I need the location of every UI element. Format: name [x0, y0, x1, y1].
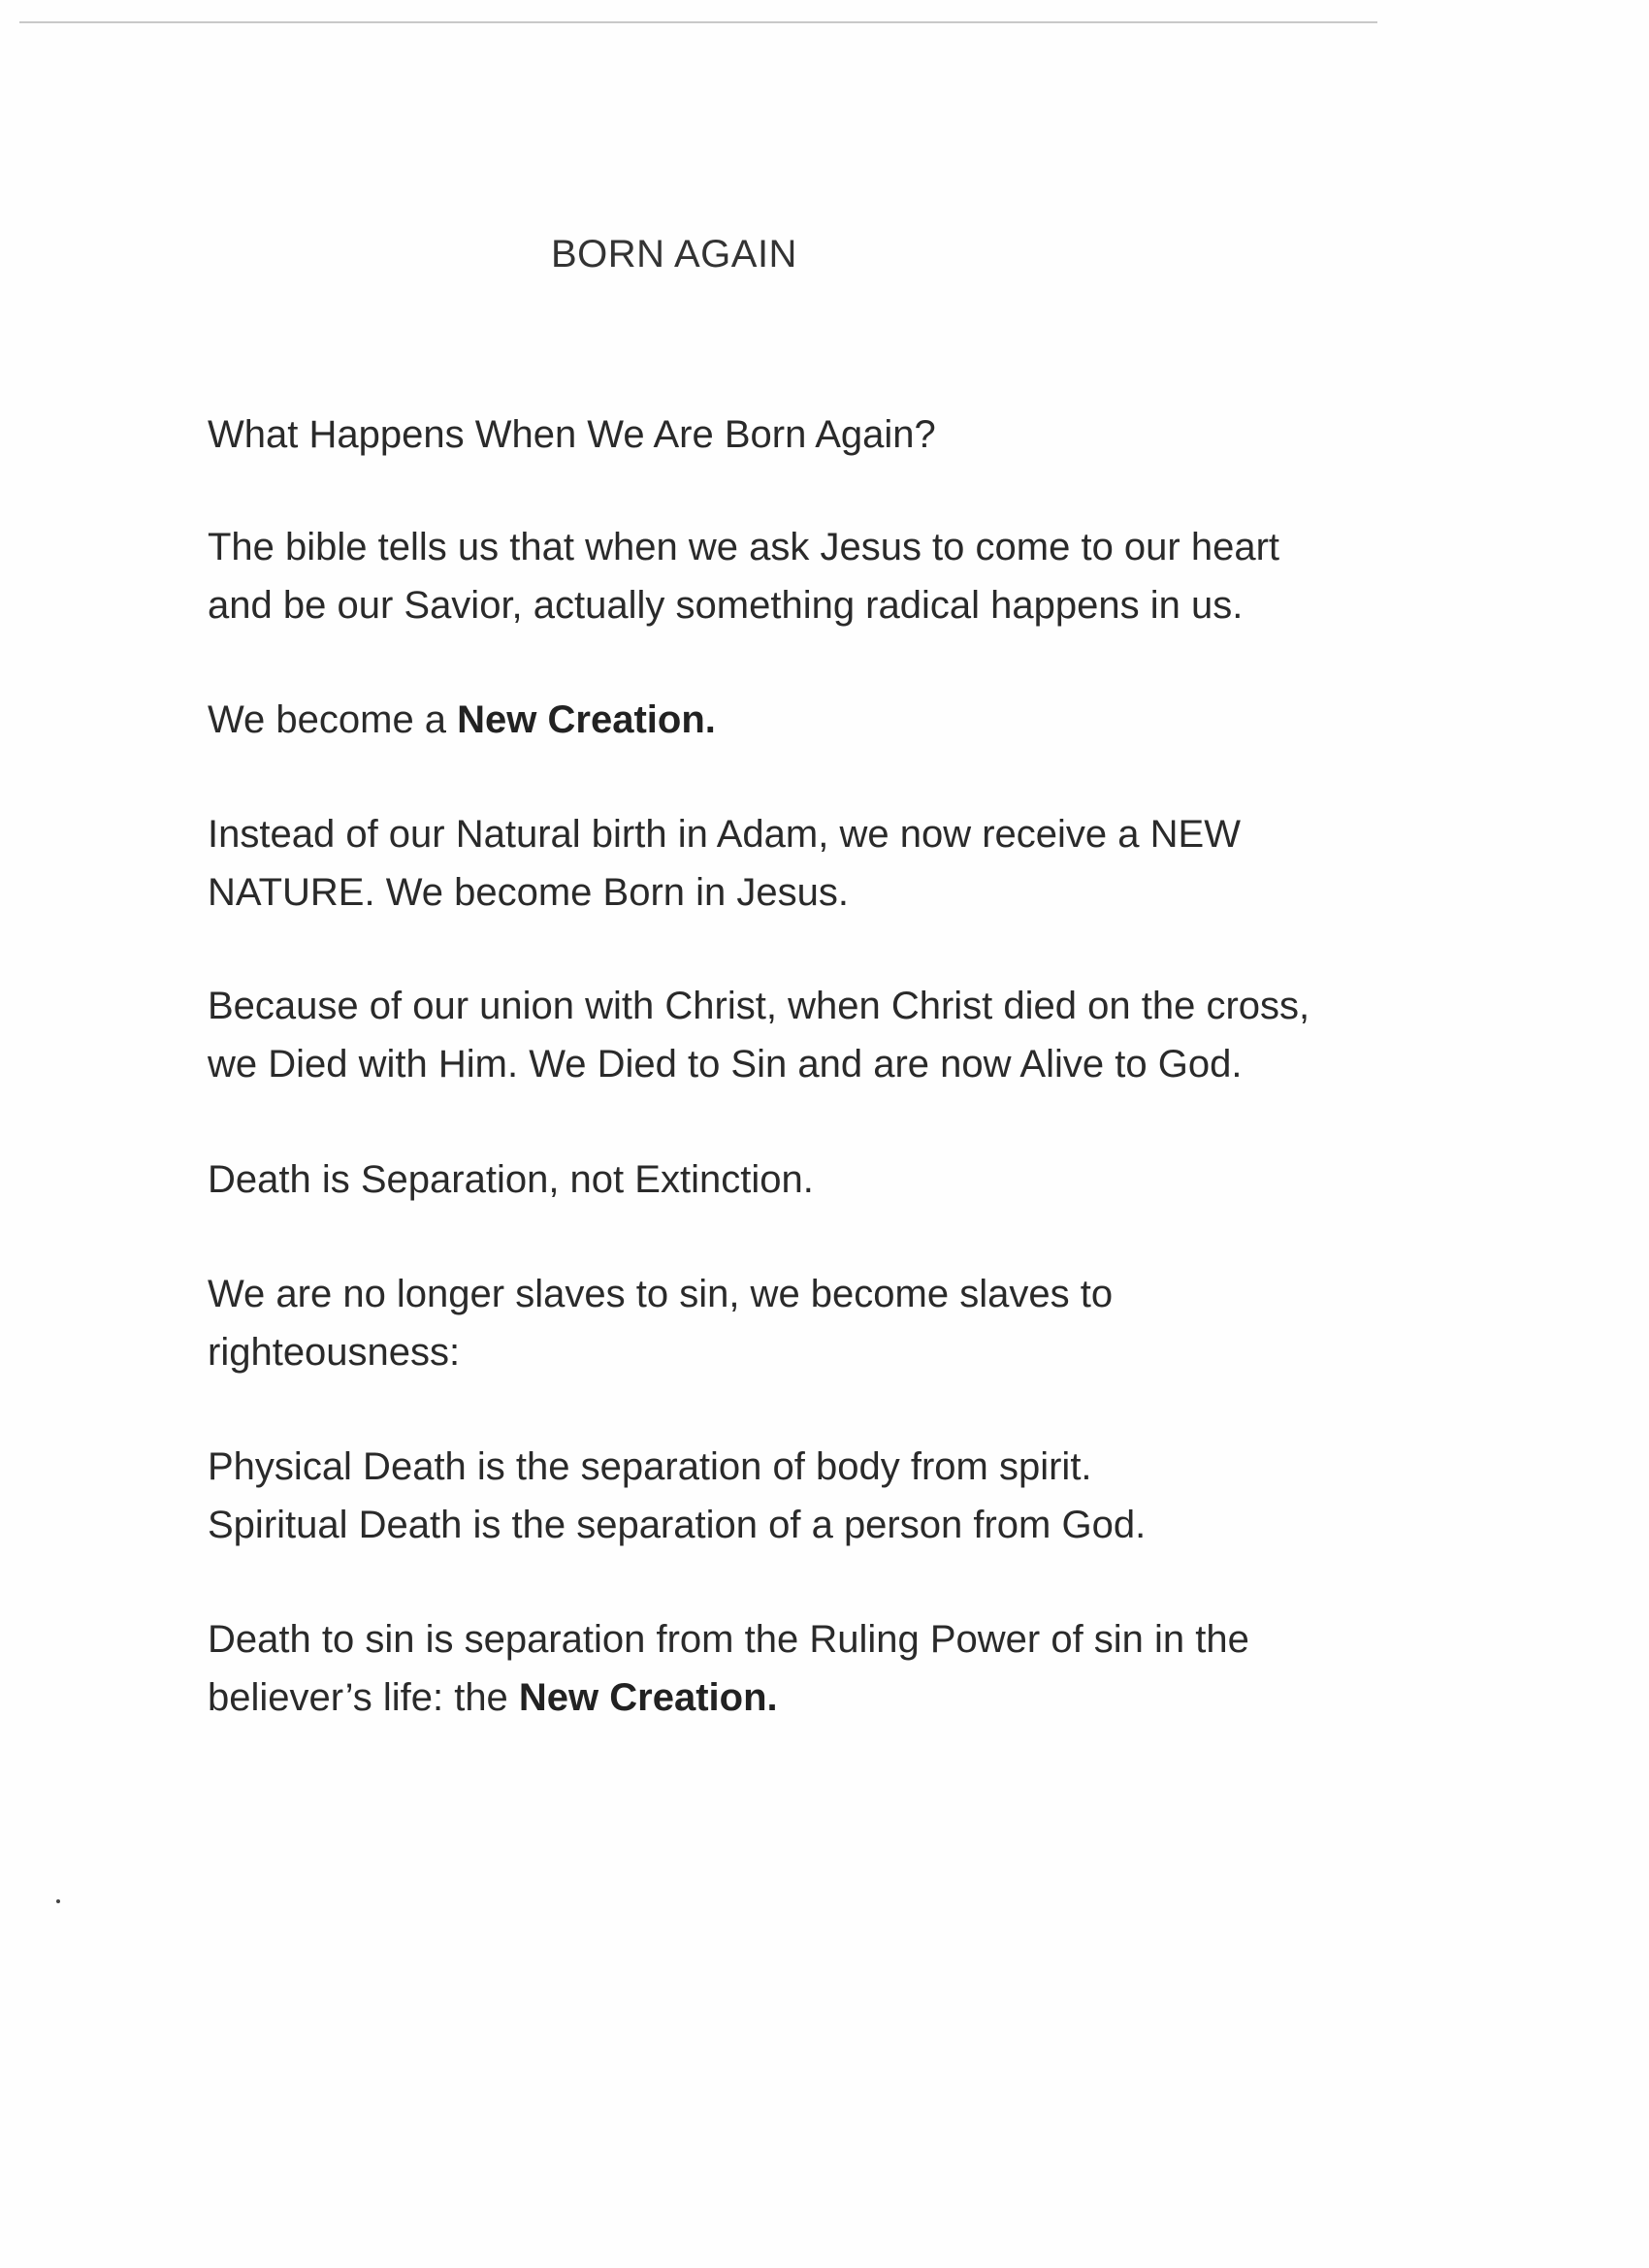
- bold-phrase: New Creation.: [518, 1676, 778, 1719]
- paragraph-line: Because of our union with Christ, when Christ died on the cross,: [208, 985, 1310, 1027]
- paragraph-line: [208, 1669, 1498, 1727]
- paragraph-line: Physical Death is the separation of body from spirit.: [208, 1445, 1092, 1488]
- paragraph-new-creation: [208, 691, 1498, 749]
- paragraph-question: [208, 405, 1498, 464]
- scan-speck: [56, 1899, 60, 1903]
- paragraph-line: The bible tells us that when we ask Jesus to come to our heart: [208, 526, 1280, 568]
- paragraph-line: righteousness:: [208, 1331, 461, 1374]
- paragraph-slaves: [208, 1265, 1498, 1381]
- paragraph-union-with-christ: [208, 977, 1498, 1093]
- paragraph-line: Death is Separation, not Extinction.: [208, 1158, 814, 1201]
- paragraph-line: and be our Savior, actually something radical happens in us.: [208, 584, 1244, 627]
- paragraph-line: Death to sin is separation from the Ruling Power of sin in the: [208, 1618, 1249, 1661]
- paragraph-death-to-sin: [208, 1610, 1498, 1727]
- paragraph-line: we Died with Him. We Died to Sin and are now Alive to God.: [208, 1043, 1243, 1085]
- paragraph-line: What Happens When We Are Born Again?: [208, 413, 936, 456]
- paragraph-line: Spiritual Death is the separation of a person from God.: [208, 1504, 1147, 1546]
- paragraph-natural-birth: [208, 805, 1498, 922]
- document-title: BORN AGAIN: [551, 233, 797, 275]
- paragraph-text: believer’s life: the: [208, 1676, 519, 1719]
- paragraph-line: [208, 691, 1498, 749]
- paragraph-text: We become a: [208, 698, 458, 741]
- paragraph-line: Instead of our Natural birth in Adam, we now receive a NEW: [208, 813, 1241, 856]
- paragraph-line: NATURE. We become Born in Jesus.: [208, 871, 849, 914]
- paragraph-physical-spiritual-death: [208, 1438, 1498, 1554]
- paragraph-death-separation: [208, 1150, 1498, 1209]
- paragraph-bible-tells: [208, 518, 1498, 634]
- paragraph-line: We are no longer slaves to sin, we become slaves to: [208, 1273, 1114, 1315]
- bold-phrase: New Creation.: [457, 698, 716, 741]
- scan-edge-line: [19, 21, 1377, 23]
